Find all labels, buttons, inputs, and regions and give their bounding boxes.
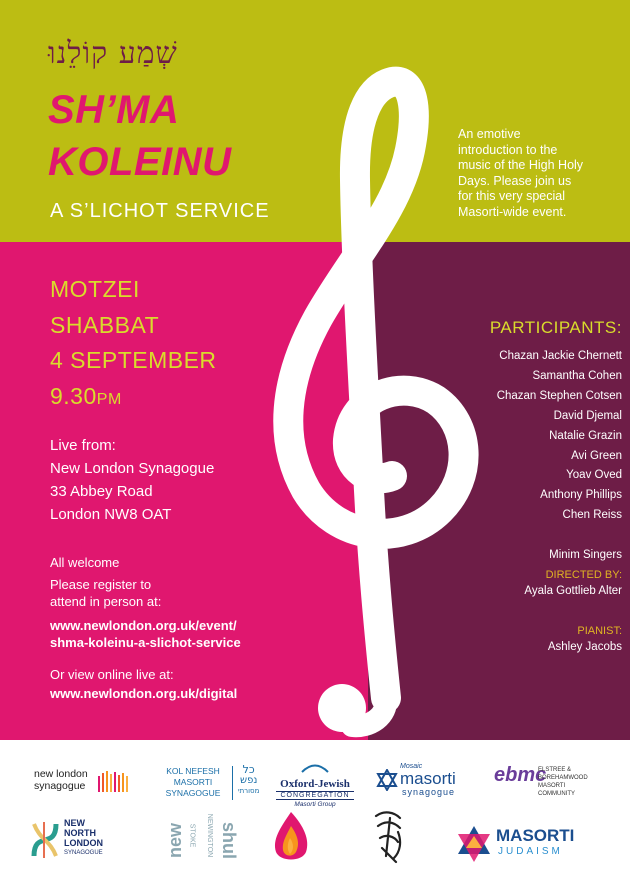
intro-line: Masorti-wide event. bbox=[458, 204, 567, 219]
intro-line: for this very special bbox=[458, 189, 565, 203]
time-suffix: PM bbox=[96, 391, 122, 408]
new-stoke-newington-shul-logo bbox=[166, 812, 246, 868]
address-line-2: London NW8 OAT bbox=[50, 506, 172, 523]
logo-text: NORTH bbox=[64, 828, 96, 838]
subtitle: A S’LICHOT SERVICE bbox=[50, 200, 270, 222]
directed-by-label: DIRECTED BY: bbox=[545, 569, 622, 581]
hebrew-mark bbox=[238, 764, 259, 797]
kol-nefesh-logo bbox=[158, 763, 268, 799]
hebrew-title: שְׁמַע קוֹלֵנוּ bbox=[48, 36, 178, 71]
choir-name: Minim Singers bbox=[549, 549, 622, 561]
logo-text: NEWINGTON bbox=[206, 813, 214, 858]
logo-text: MASORTI bbox=[496, 826, 575, 845]
intro-text bbox=[458, 127, 608, 220]
participant-name: Yoav Oved bbox=[566, 469, 622, 481]
welcome-text: All welcome bbox=[50, 555, 120, 570]
arch-icon bbox=[300, 763, 330, 773]
participant-name: Avi Green bbox=[571, 450, 622, 462]
logo-text: STOKE bbox=[188, 823, 196, 848]
intro-line: introduction to the bbox=[458, 142, 558, 157]
logo-text: synagogue bbox=[34, 780, 86, 792]
address-line-1: 33 Abbey Road bbox=[50, 483, 153, 500]
logo-text-block bbox=[538, 766, 588, 798]
logo-text: SYNAGOGUE bbox=[165, 788, 221, 798]
register-url-line-1[interactable]: www.newlondon.org.uk/event/ bbox=[50, 618, 237, 633]
flame-logo-icon bbox=[270, 810, 312, 866]
logo-text-block bbox=[64, 818, 103, 858]
logo-text: MASORTI bbox=[173, 777, 213, 787]
logo-text: new london bbox=[34, 768, 88, 780]
participant-name: Natalie Grazin bbox=[549, 430, 622, 442]
intro-line: music of the High Holy bbox=[458, 158, 584, 172]
title-line-2: KOLEINU bbox=[48, 140, 232, 184]
register-line-1: Please register to bbox=[50, 577, 152, 592]
logo-mark: ebmc bbox=[494, 764, 547, 786]
logo-text: BOREHAMWOOD bbox=[538, 775, 588, 781]
logo-text: CONGREGATION bbox=[276, 791, 354, 800]
pianist-label: PIANIST: bbox=[577, 625, 622, 637]
date-line-1: MOTZEI bbox=[50, 276, 140, 302]
logo-text: LONDON bbox=[64, 838, 103, 848]
logo-hebrew: מסורתי bbox=[238, 787, 260, 795]
logo-hebrew: נפש bbox=[239, 775, 258, 786]
star-icon bbox=[376, 769, 398, 791]
divider bbox=[232, 766, 233, 800]
logo-text: COMMUNITY bbox=[538, 791, 575, 797]
logo-text: NEW bbox=[64, 818, 85, 828]
logo-hebrew: כל bbox=[242, 763, 255, 776]
intro-line: An emotive bbox=[458, 127, 521, 141]
participant-name: Chazan Jackie Chernett bbox=[499, 350, 622, 362]
logo-text: shul bbox=[219, 821, 240, 860]
logo-text: synagogue bbox=[402, 787, 456, 797]
event-time bbox=[50, 383, 122, 410]
intro-line: Days. Please join us bbox=[458, 173, 572, 188]
logo-text: new bbox=[165, 822, 186, 859]
title-line-1: SH’MA bbox=[48, 88, 180, 132]
logo-text: masorti bbox=[400, 769, 456, 788]
participant-name: David Djemal bbox=[553, 410, 622, 422]
logo-text: JUDAISM bbox=[498, 846, 563, 857]
register-url-line-2[interactable]: shma-koleinu-a-slichot-service bbox=[50, 635, 241, 650]
venue-name: New London Synagogue bbox=[50, 460, 215, 477]
register-text bbox=[50, 576, 161, 610]
participant-name: Chazan Stephen Cotsen bbox=[496, 390, 622, 402]
ribbon-icon bbox=[30, 820, 60, 860]
venue-block bbox=[50, 434, 214, 526]
participant-name: Anthony Phillips bbox=[540, 489, 622, 501]
bars-icon bbox=[98, 770, 132, 794]
logo-text: SYNAGOGUE bbox=[64, 850, 103, 856]
pianist-name: Ashley Jacobs bbox=[547, 641, 622, 653]
calligraphy-logo-icon bbox=[368, 808, 410, 866]
logo-text: KOL NEFESH bbox=[166, 766, 220, 776]
oxford-jewish-logo bbox=[272, 760, 358, 808]
event-date: 4 SEPTEMBER bbox=[50, 347, 217, 373]
participants-heading: PARTICIPANTS: bbox=[489, 318, 622, 337]
logo-text: MASORTI bbox=[538, 783, 566, 789]
date-line-2: SHABBAT bbox=[50, 312, 160, 338]
director-name: Ayala Gottlieb Alter bbox=[524, 585, 622, 597]
logo-text: Masorti Group bbox=[294, 801, 336, 808]
online-text: Or view online live at: bbox=[50, 667, 174, 682]
logo-text: Oxford-Jewish bbox=[280, 778, 350, 790]
participant-name: Samantha Cohen bbox=[532, 370, 622, 382]
logo-text: ELSTREE & bbox=[538, 767, 572, 773]
new-london-synagogue-logo bbox=[34, 768, 134, 792]
participant-name: Chen Reiss bbox=[562, 509, 622, 521]
register-line-2: attend in person at: bbox=[50, 594, 162, 609]
time-value: 9.30 bbox=[50, 383, 97, 409]
logo-text: Mosaic bbox=[400, 763, 423, 770]
star-mosaic-icon bbox=[456, 824, 492, 864]
live-from-label: Live from: bbox=[50, 437, 116, 454]
online-link[interactable]: www.newlondon.org.uk/digital bbox=[50, 686, 238, 701]
register-link[interactable] bbox=[50, 617, 241, 651]
